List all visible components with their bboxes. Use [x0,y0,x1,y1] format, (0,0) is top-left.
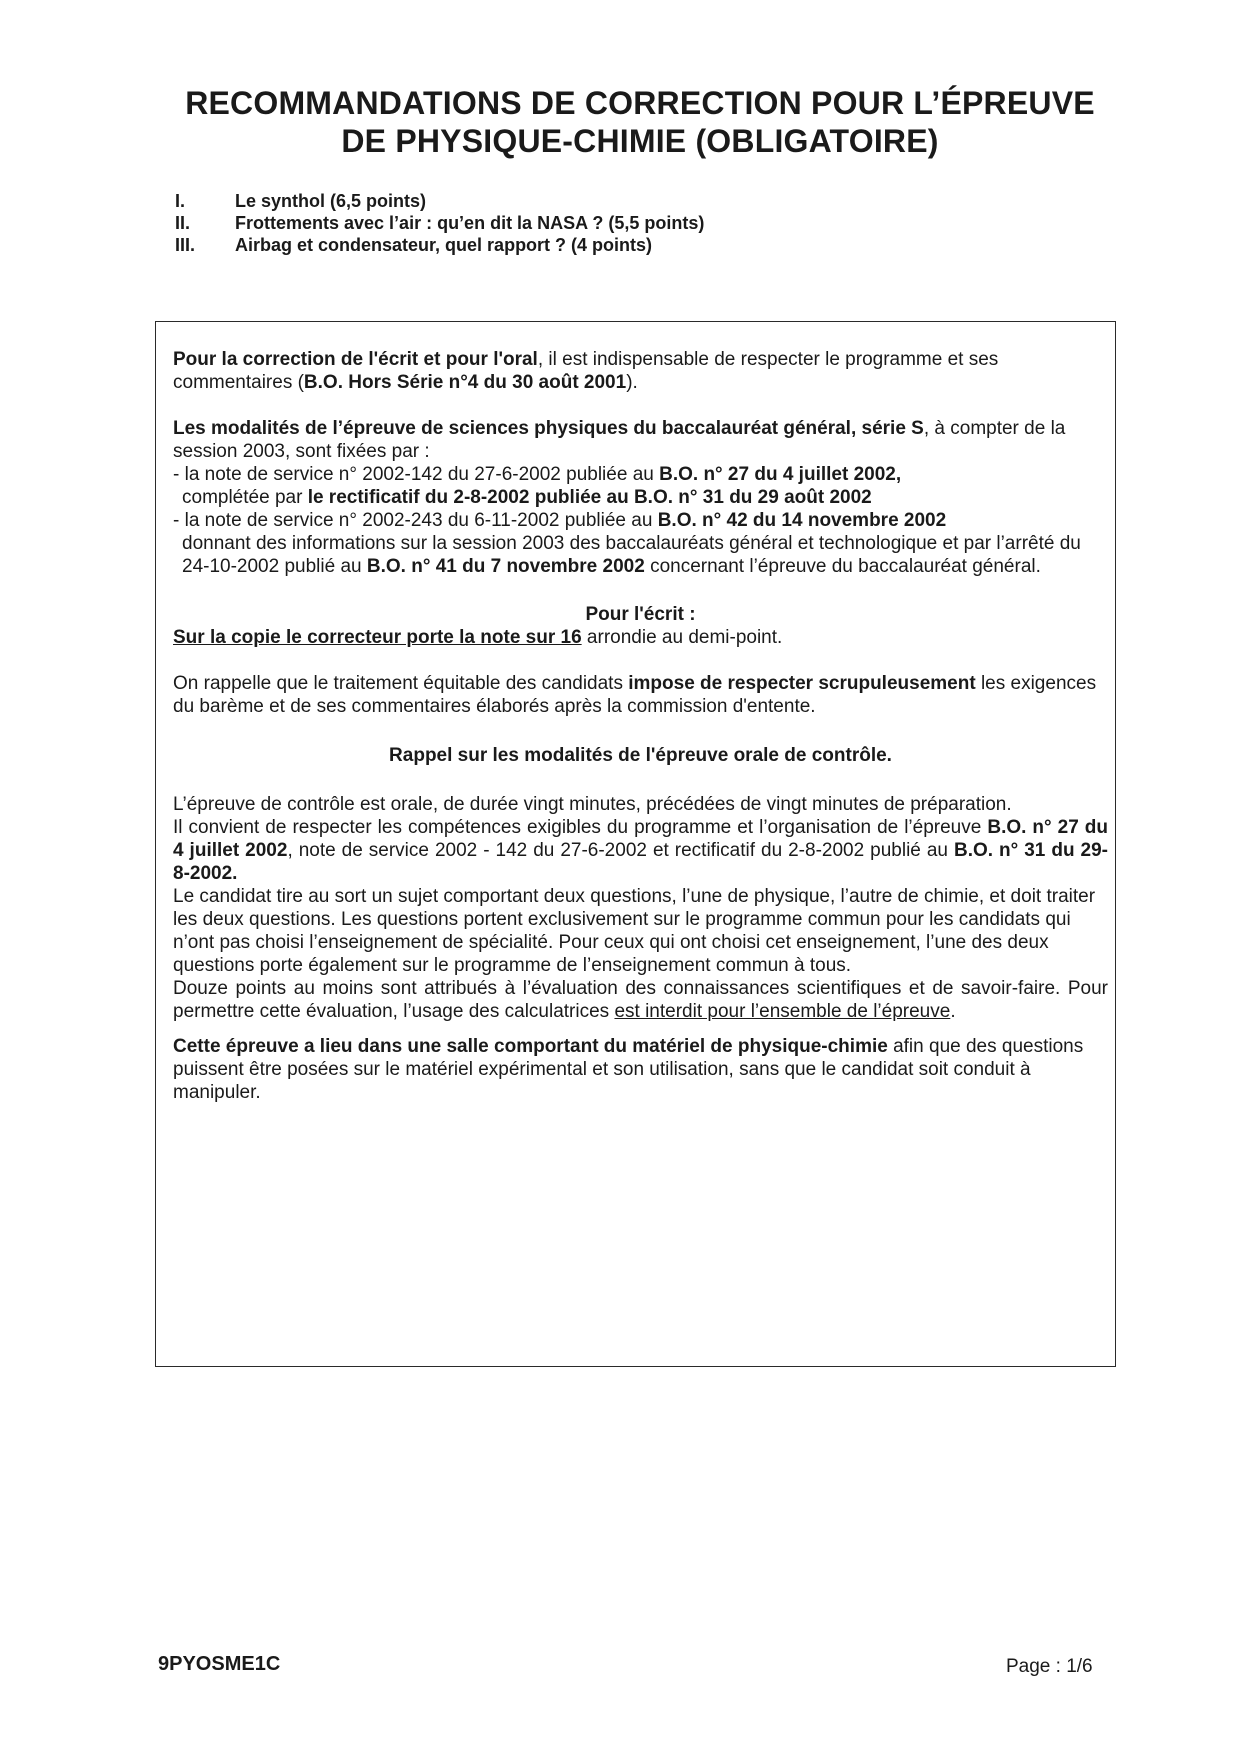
body-text: - la note de service n° 2002-243 du 6-11-2002 publiée au [173,510,658,531]
body-text: , note de service 2002 - 142 du 27-6-2002 et rectificatif du 2-8-2002 publié au [287,840,954,861]
bo-reference: le rectificatif du 2-8-2002 publiée au B.O. n° 31 du 29 août 2002 [307,487,872,508]
underlined-bold-text: Sur la copie le correcteur porte la note sur 16 [173,627,582,648]
bareme-paragraph [173,672,1108,718]
bo-reference: B.O. n° 31 du 29-8-2002. [173,840,1108,884]
heading-text: Rappel sur les modalités de l'épreuve orale de contrôle. [389,745,892,766]
exercise-number: II. [175,213,191,233]
body-text: complétée par [182,487,308,508]
body-text: , à compter de la session 2003, sont fixées par : [173,418,1066,462]
page-number: Page : 1/6 [1006,1656,1093,1677]
bo-reference: B.O. n° 27 du 4 juillet 2002, [659,464,902,485]
ecrit-heading [173,603,1108,626]
body-text: - la note de service n° 2002-142 du 27-6-2002 publiée au [173,464,660,485]
body-text: ). [626,372,638,393]
note-service-1-continued [173,486,1108,509]
exercise-number: III. [175,235,196,255]
bold-text: Les modalités de l’épreuve de sciences physiques du baccalauréat général, série S [173,418,924,439]
bold-text: impose de respecter scrupuleusement [628,673,976,694]
body-text: les exigences du barème et de ses commentaires élaborés après la commission d'entente. [173,673,1097,717]
note-service-1 [173,463,1108,486]
oral-competences-paragraph [173,816,1108,885]
exercise-item [175,234,704,256]
heading-text: Pour l'écrit : [585,604,696,625]
title-line-1: RECOMMANDATIONS DE CORRECTION POUR L’ÉPREUVE [185,85,1095,121]
body-text: donnant des informations sur la session 2003 des baccalauréats général et technologique et par l’arrêté du 24-10-2002 publié au [182,533,1081,577]
exercise-item [175,190,704,212]
oral-subject-paragraph: Le candidat tire au sort un sujet comportant deux questions, l’une de physique, l’autre de chimie, et doit traiter les deux questions. Les questions portent exclusivement sur le programme commun pour les candidats qui n’ont pas choisi l’enseignement de spécialité. Pour ceux qui ont choisi cet enseignement, l’une des deux questions porte également sur le programme de l’enseignement commun à tous. [173,886,1096,976]
body-text: . [950,1001,956,1022]
underlined-text: est interdit pour l’ensemble de l’épreuve [614,1001,951,1022]
ecrit-rule [173,626,1108,649]
body-text: arrondie au demi-point. [581,627,783,648]
body-text: On rappelle que le traitement équitable des candidats [173,673,629,694]
exercise-label: Airbag et condensateur, quel rapport ? (4 points) [235,235,653,255]
correction-rules-paragraph [173,348,1108,394]
bo-reference: B.O. Hors Série n°4 du 30 août 2001 [303,372,627,393]
body-text: concernant l’épreuve du baccalauréat général. [644,556,1041,577]
bold-text: Pour la correction de l'écrit et pour l'oral [173,349,538,370]
oral-duration-paragraph: L’épreuve de contrôle est orale, de durée vingt minutes, précédées de vingt minutes de préparation. [173,794,1012,815]
bold-text: Cette épreuve a lieu dans une salle comportant du matériel de physique-chimie [173,1036,888,1057]
document-title [120,84,1160,160]
exercise-label: Le synthol (6,5 points) [235,191,427,211]
exercise-item [175,212,704,234]
body-text: , il est indispensable de respecter le programme et ses commentaires ( [173,349,999,393]
bo-reference: B.O. n° 41 du 7 novembre 2002 [366,556,645,577]
title-line-2: DE PHYSIQUE-CHIMIE (OBLIGATOIRE) [341,123,939,159]
bo-reference: B.O. n° 27 du 4 juillet 2002 [173,817,1108,861]
document-code: 9PYOSME1C [158,1653,281,1675]
oral-heading [173,744,1108,767]
body-text: Douze points au moins sont attribués à l’évaluation des connaissances scientifiques et de savoir-faire. Pour permettre cette évaluation, l’usage des calculatrices [173,978,1108,1022]
exercise-number: I. [175,191,186,211]
body-text: afin que des questions puissent être posées sur le matériel expérimental et son utilisation, sans que le candidat soit conduit à manipuler. [173,1036,1084,1103]
modalites-paragraph [173,417,1108,463]
room-paragraph [173,1035,1108,1104]
exercise-label: Frottements avec l’air : qu’en dit la NASA ? (5,5 points) [235,213,705,233]
instructions-content [173,348,1108,1104]
note-service-2 [173,509,1108,532]
body-text: Il convient de respecter les compétences exigibles du programme et l’organisation de l’épreuve [173,817,988,838]
calculator-paragraph [173,977,1108,1023]
note-service-2-continued [173,532,1108,578]
bo-reference: B.O. n° 42 du 14 novembre 2002 [657,510,947,531]
exercise-list [175,190,704,256]
